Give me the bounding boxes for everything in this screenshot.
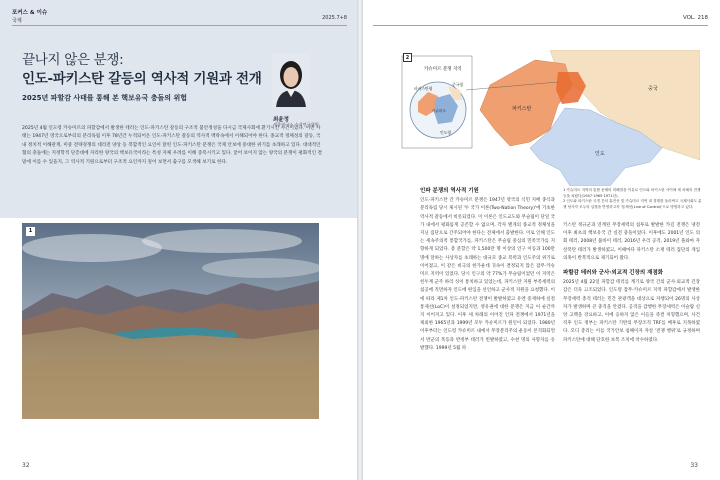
header-rule (373, 25, 708, 26)
page-number: 32 (22, 462, 30, 469)
map-label-india-admin: 인도령 (440, 130, 452, 135)
map-note-1: 1 카슈미르 지역의 통합 문제의 미해결을 이유로 인도와 파키스탄 사이에 세 차례의 전쟁 등을 치렀다(1947·1965·1971년). (563, 188, 701, 198)
header-rule (12, 25, 347, 26)
left-page (0, 0, 357, 480)
headline-line1: 끝나지 않은 분쟁: (22, 52, 124, 68)
author-photo (272, 53, 310, 107)
map-label-india: 인도 (595, 151, 605, 157)
kashmir-map (400, 50, 700, 186)
column-b-body-2: 2025년 4월 22일 파할감 테러를 계기로 양국 간의 군사·외교적 긴장감은 더욱 고조되었다. 인도령 잠무-카슈미르 지역 파할감에서 발생한 무장세력 총격 테러는 민간 관광객을 대상으로 자행되어 26명의 사상자가 발생하며 큰 충격을 안겼다. 공격을 감행한 무장세력은 이슬람 신앙 고백을 강요하고, 이에 응하지 않은 이들을 즉결 처형했으며, 사건 직후 인도 정부는 파키스탄 기반의 무장조직 TRF를 배후로 지목하였다. 모디 총리는 이를 국가안보 침해이자 자살 '전쟁 행위'로 규정하며 파키스탄에 대해 단호한 보복 조치에 착수하였다. (563, 280, 700, 343)
column-b-heading: 파할감 테러와 군사·외교적 긴장의 재점화 (563, 270, 664, 277)
figure-number-badge: 1 (26, 227, 35, 236)
map-note-2: 2 인도와 파키스탄 국경 간의 휴전선 및 카슈미르 지역 내 경계를 둘러싸고 국제사회도 분쟁 당사자 모두의 입장을 반영하고자 '통제선(Line of Control)'으로 명명하고 있다. (563, 199, 702, 209)
column-b-body-1: 키스탄 정규군과 연계된 무장세력의 침투로 발발한 카길 전쟁은 냉전 이후 최초의 핵보유국 간 실전 충돌이었다. 이후에도 2001년 인도 의회 테러, 2008년 뭄바이 테러, 2016년 우리 공격, 2019년 풀와마 자살폭탄 테러가 발생하였고, 이때마다 파키스탄 소재 테러 집단의 개입 의혹이 반복적으로 제기되어 왔다. (563, 223, 700, 261)
map-figure-badge: 2 (403, 53, 412, 62)
map-label-china-admin: 중국령 (452, 82, 464, 87)
section-tag: 포커스 & 이슈 (12, 10, 48, 16)
map-label-pakistan: 파키스탄 (512, 106, 532, 112)
map-footnotes (563, 188, 703, 210)
map-label-pakistan-admin: 파키스탄령 (414, 86, 433, 91)
column-a-body: 인도-파키스탄 간 카슈미르 분쟁은 1947년 영국의 식민 지배 종식과 분리독립 당시 제시된 '두 국가 이론(Two-Nation Theory)'에 기초한 역사적 갈등에서 비롯되었다. 이 이론은 인도교도와 무슬림이 단일 국가 내에서 평화롭게 공존할 수 없으며, 각자 별개의 종교적 정체성을 지닌 집단으로 간주되어야 한다는 전제에서 출발한다. 이로 인해 인도는 세속주의적 통합국가를, 파키스탄은 무슬림 중심의 민족국가를 지향하게 되었다. 총 분할은 약 1,500만 명 이상의 인구 이동과 100만 명에 달하는 사상자를 초래하는 대규모 종교 폭력과 인도주의 위기로 이어졌고, 이 같은 비극의 한가운데 귀속이 결정되지 않은 잠무·카슈미르 지역이 있었다. 당시 인구의 약 77%가 무슬림이었던 이 지역은 힌두계 군주 하리 싱이 통치하고 있었는데, 파키스탄 지원 부족세력의 침공에 직면하자 인도에 편입을 선언하고 군사적 지원을 요청했다. 이에 따라 제1차 인도-파키스탄 전쟁이 발발하였고 유엔 중재하에 실질통제선(LoC)이 설정되었지만, 영유권에 대한 분쟁은 지금 이 순간까지 이어지고 있다. 이후 세 차례의 이어진 인파 전쟁에서 1971년을 제외한 1965년과 1999년 모두 카슈미르가 원인이 되었다. 1980년 이후부터는 인도령 카슈미르 내에서 무장분리주의 운동이 본격화되면서 반군의 폭동과 반정부 테러가 빈발하였고, 수천 명의 사망자를 유발했다. 1999년 5월 파 (420, 198, 555, 351)
map-label-kashmir-inset: 카슈미르 (432, 109, 446, 113)
map-label-china: 중국 (648, 86, 658, 92)
issue-date: 2025.7+8 (322, 15, 347, 21)
text-column-b (563, 222, 700, 345)
volume-label: VOL. 218 (682, 15, 708, 21)
headline-line2: 인도-파키스탄 갈등의 역사적 기원과 전개 (22, 71, 262, 87)
subheadline: 2025년 파할감 사태를 통해 본 핵보유국 충돌의 위험 (22, 94, 188, 102)
right-page (363, 0, 720, 480)
lead-paragraph: 2025년 4월 인도령 카슈미르의 파할감에서 발생한 테러는 인도-파키스탄 갈등의 구조적 불안정성을 다시금 국제사회에 환기시킨 사건이었다. 이번 사태는 1947년 영국으로부터의 분리독립 이후 78년간 누적되어온 인도-파키스탄 갈등의 역사적 맥락속에서 이해되어야 한다. 종교적 정체성의 갈등, 국내 정치적 이해관계, 미중 전략경쟁의 대리전 양상 등 복합적인 요인이 얽힌 인도-파키스탄 분쟁은 국제 안보에 중대한 위기를 초래하고 있다. 대대적인 협의 충돌에는 지정학적 단층대에 자리한 양국의 핵보유국이라는 특성 자체 우려를 이해 증폭시키고 있다. 굴어 보이지 않는 양국의 분쟁이 평화적인 결말에 이를 수 있을지, 그 역사적 기원으로부터 구조적 요인까지 짚어 보면서 출구를 모색해 보기로 한다. (22, 126, 322, 165)
author-affiliation: 세종연구소 수석연구위원 (273, 122, 319, 127)
text-column-a (420, 187, 555, 353)
author-name: 최윤정 (273, 117, 289, 123)
section-category: 국제 (12, 18, 22, 24)
header-band (0, 0, 357, 218)
map-label-kashmir-dispute: 카슈미르 분쟁 지역 (424, 67, 462, 72)
landscape-photo (22, 223, 319, 419)
page-number: 33 (690, 462, 698, 469)
column-a-heading: 인파 분쟁의 역사적 기원 (420, 188, 479, 194)
